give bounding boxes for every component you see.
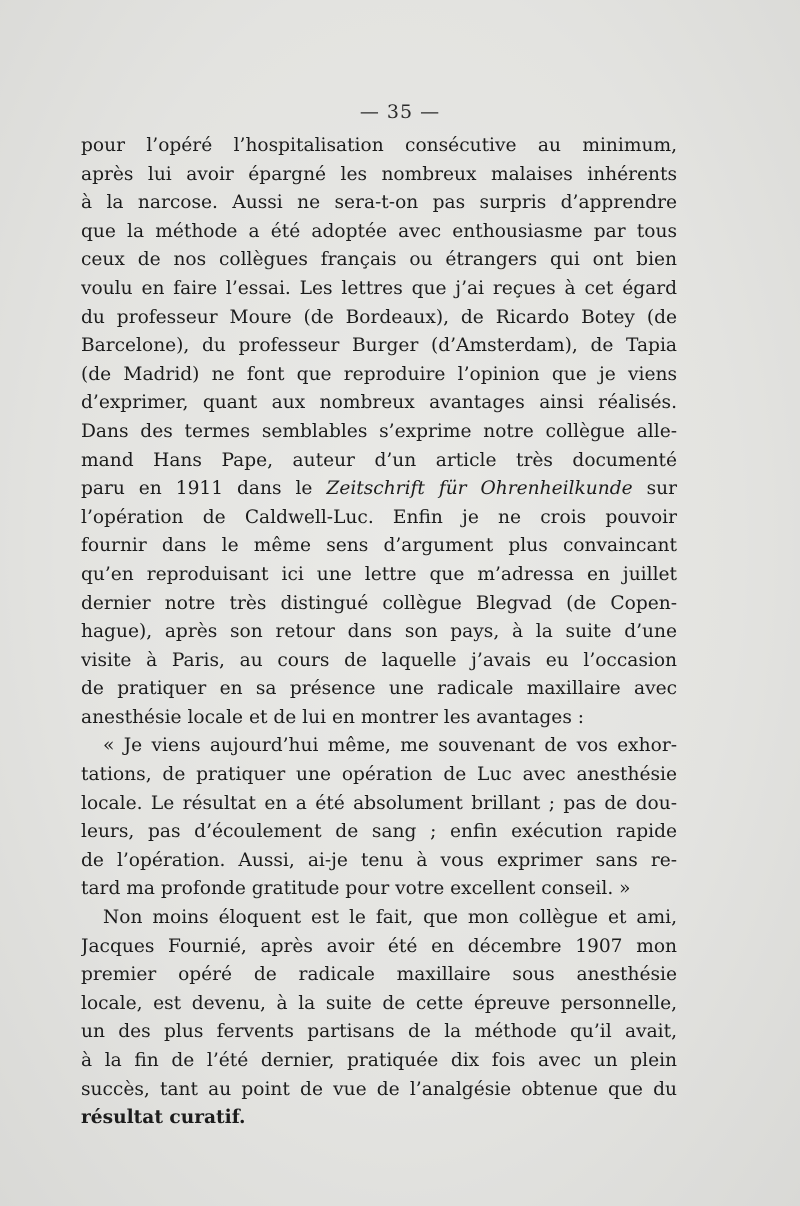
text-fragment: paru en 1911 dans le	[81, 478, 327, 500]
text-line: Jacques Fournié, après avoir été en décembre 1907 mon	[81, 935, 677, 957]
text-line: (de Madrid) ne font que reproduire l’opinion que je viens	[81, 363, 677, 385]
quote-line: tations, de pratiquer une opération de Luc avec anesthésie	[81, 764, 677, 786]
quote-line: de l’opération. Aussi, ai-je tenu à vous exprimer sans re-	[81, 849, 677, 871]
text-line: qu’en reproduisant ici une lettre que m’adressa en juillet	[81, 563, 677, 585]
text-line: premier opéré de radicale maxillaire sous anesthésie	[81, 964, 677, 986]
text-line: visite à Paris, au cours de laquelle j’avais eu l’occasion	[81, 649, 677, 671]
text-line: de pratiquer en sa présence une radicale maxillaire avec	[81, 678, 677, 700]
journal-title: Zeitschrift für Ohrenheilkunde	[326, 478, 633, 500]
text-line: un des plus fervents partisans de la méthode qu’il avait,	[81, 1021, 677, 1043]
text-line: voulu en faire l’essai. Les lettres que j’ai reçues à cet égard	[81, 277, 677, 299]
text-line: Barcelone), du professeur Burger (d’Amsterdam), de Tapia	[81, 335, 677, 357]
text-line: à la narcose. Aussi ne sera-t-on pas surpris d’apprendre	[81, 192, 677, 214]
text-line: à la fin de l’été dernier, pratiquée dix fois avec un plein	[81, 1050, 677, 1071]
text-line-with-journal-title	[81, 475, 677, 504]
quote-line: « Je viens aujourd’hui même, me souvenant de vos exhor-	[103, 735, 677, 757]
text-line: anesthésie locale et de lui en montrer les avantages :	[81, 706, 585, 728]
text-line: succès, tant au point de vue de l’analgésie obtenue que du	[81, 1078, 677, 1100]
text-line: locale, est devenu, à la suite de cette épreuve personnelle,	[81, 992, 677, 1014]
text-line: ceux de nos collègues français ou étrangers qui ont bien	[81, 249, 677, 271]
text-line: fournir dans le même sens d’argument plus convaincant	[81, 535, 677, 557]
text-line: d’exprimer, quant aux nombreux avantages ainsi réalisés.	[81, 392, 677, 414]
quote-line: tard ma profonde gratitude pour votre excellent conseil. »	[81, 878, 631, 900]
text-line: dernier notre très distingué collègue Blegvad (de Copen-	[81, 592, 677, 614]
text-line: résultat curatif.	[81, 1107, 246, 1129]
text-line: Dans des termes semblables s’exprime notre collègue alle-	[81, 420, 677, 442]
text-line: que la méthode a été adoptée avec enthousiasme par tous	[81, 220, 677, 242]
body-text	[81, 132, 677, 1133]
quote-line: leurs, pas d’écoulement de sang ; enfin exécution rapide	[81, 821, 677, 843]
text-line: mand Hans Pape, auteur d’un article très documenté	[81, 449, 677, 471]
text-fragment: sur	[632, 478, 677, 500]
text-line: hague), après son retour dans son pays, à la suite d’une	[81, 621, 677, 643]
text-line: Non moins éloquent est le fait, que mon collègue et ami,	[103, 907, 677, 929]
text-line: l’opération de Caldwell-Luc. Enfin je ne crois pouvoir	[81, 506, 677, 528]
text-line: du professeur Moure (de Bordeaux), de Ricardo Botey (de	[81, 306, 677, 328]
page-number: — 35 —	[359, 101, 441, 123]
quote-line: locale. Le résultat en a été absolument brillant ; pas de dou-	[81, 792, 677, 814]
text-line: pour l’opéré l’hospitalisation consécutive au minimum,	[81, 135, 677, 156]
text-line: après lui avoir épargné les nombreux malaises inhérents	[81, 163, 677, 185]
